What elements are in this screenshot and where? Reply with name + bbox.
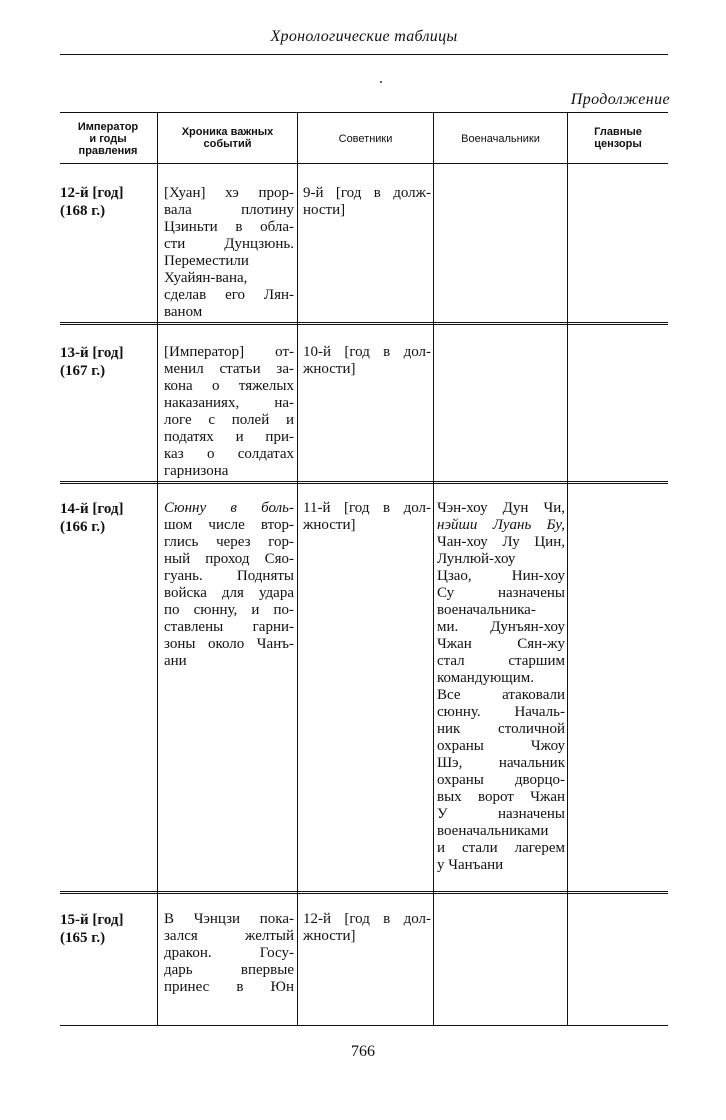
chronicle-cell xyxy=(164,911,294,996)
text-line: ми. Дунъян-хоу xyxy=(437,619,565,635)
text-line: зался желтый xyxy=(164,928,294,944)
text-line: у Чанъани xyxy=(437,857,504,873)
text-line: [Хуан] хэ прор- xyxy=(164,185,294,201)
text-line: У назначены xyxy=(437,806,565,822)
text-line: 12-й [год в дол- xyxy=(303,911,431,927)
column-divider xyxy=(567,112,568,1026)
text-line: кона о тяжелых xyxy=(164,378,294,394)
text-line: командующим. xyxy=(437,670,534,686)
text-line: зоны около Чанъ- xyxy=(164,636,294,652)
text-line: жности] xyxy=(303,517,356,533)
text-line: дракон. Госу- xyxy=(164,945,294,961)
text-line: менил статьи за- xyxy=(164,361,294,377)
text-line: ник столичной xyxy=(437,721,565,737)
text-line: сюнну. Началь- xyxy=(437,704,565,720)
text-line: ный проход Сяо- xyxy=(164,551,294,567)
year-line: (167 г.) xyxy=(60,363,106,379)
text-line: Лунлюй-хоу xyxy=(437,551,516,567)
year-line: 12-й [год] xyxy=(60,185,124,201)
text-line: Чэн-хоу Дун Чи, xyxy=(437,500,565,516)
text-line: Цзиньти в обла- xyxy=(164,219,294,235)
text-line: Хуайян-вана, xyxy=(164,270,248,286)
text-line: Шэ, начальник xyxy=(437,755,565,771)
text-line: сделав его Лян- xyxy=(164,287,294,303)
header-line: правления xyxy=(78,145,138,157)
speck xyxy=(380,81,382,83)
text-line: ани xyxy=(164,653,187,669)
text-line: жности] xyxy=(303,928,356,944)
year-cell xyxy=(60,911,150,947)
running-head: Хронологические таблицы xyxy=(270,28,458,45)
advisers-cell xyxy=(303,185,431,219)
header-line: Хроника важных xyxy=(181,126,274,138)
text-line: принес в Юн xyxy=(164,979,294,995)
text-line: войска для удара xyxy=(164,585,294,601)
text-line: Переместили xyxy=(164,253,249,269)
row-separator xyxy=(60,322,668,323)
header-line: и годы xyxy=(89,133,127,145)
text-line: глись через гор- xyxy=(164,534,294,550)
text-line: дарь впервые xyxy=(164,962,294,978)
table-top-rule xyxy=(60,112,668,113)
header-chronicle xyxy=(160,126,295,150)
text-line: [Император] от- xyxy=(164,344,294,360)
text-line: вых ворот Чжан xyxy=(437,789,565,805)
header-emperor xyxy=(62,121,154,157)
chronology-table xyxy=(60,112,668,1026)
year-line: 13-й [год] xyxy=(60,345,124,361)
row-separator xyxy=(60,893,668,894)
row-separator xyxy=(60,324,668,325)
text-line: ваном xyxy=(164,304,203,320)
text-line: вала плотину xyxy=(164,202,294,218)
year-line: (166 г.) xyxy=(60,519,106,535)
header-censors xyxy=(570,126,666,150)
page-number: 766 xyxy=(351,1043,375,1060)
text-line: охраны дворцо- xyxy=(437,772,565,788)
text-line: Все атаковали xyxy=(437,687,565,703)
text-line: военачальниками xyxy=(437,823,549,839)
table-bottom-rule xyxy=(60,1025,668,1026)
header-commanders: Военачальники xyxy=(461,133,540,145)
advisers-cell xyxy=(303,911,431,945)
text-line: шом числе втор- xyxy=(164,517,294,533)
text-line: В Чэнцзи пока- xyxy=(164,911,294,927)
text-line: и стали лагерем xyxy=(437,840,565,856)
text-line: Чжан Сян-жу xyxy=(437,636,565,652)
text-line: 11-й [год в дол- xyxy=(303,500,431,516)
row-separator xyxy=(60,481,668,482)
header-rule xyxy=(60,54,668,55)
text-line: податях и при- xyxy=(164,429,294,445)
text-line: по сюнну, и по- xyxy=(164,602,294,618)
text-line: гарнизона xyxy=(164,463,229,479)
chronicle-cell xyxy=(164,500,294,670)
header-line: Главные xyxy=(594,126,642,138)
header-line: цензоры xyxy=(594,138,642,150)
year-cell xyxy=(60,184,150,220)
text-line: наказаниях, на- xyxy=(164,395,294,411)
text-line: каз о солдатах xyxy=(164,446,294,462)
text-line: ставлены гарни- xyxy=(164,619,294,635)
year-line: (165 г.) xyxy=(60,930,106,946)
commanders-cell xyxy=(437,500,565,874)
text-line: Сюнну в боль- xyxy=(164,500,294,516)
column-divider xyxy=(433,112,434,1026)
text-line: нэйши Луань Бу, xyxy=(437,517,565,533)
advisers-cell xyxy=(303,500,431,534)
year-line: 14-й [год] xyxy=(60,501,124,517)
text-line: Су назначены xyxy=(437,585,565,601)
text-line: охраны Чжоу xyxy=(437,738,565,754)
text-line: Чан-хоу Лу Цин, xyxy=(437,534,565,550)
text-line: военачальника- xyxy=(437,602,536,618)
text-line: ности] xyxy=(303,202,346,218)
year-cell xyxy=(60,344,150,380)
text-line: сти Дунцзюнь. xyxy=(164,236,294,252)
text-line: жности] xyxy=(303,361,356,377)
header-line: событий xyxy=(203,138,252,150)
column-divider xyxy=(157,112,158,1026)
text-line: логе с полей и xyxy=(164,412,294,428)
chronicle-cell xyxy=(164,185,294,321)
text-line: Цзао, Нин-хоу xyxy=(437,568,565,584)
continued-label: Продолжение xyxy=(570,91,670,108)
row-separator xyxy=(60,483,668,484)
text-line: гуань. Подняты xyxy=(164,568,294,584)
text-line: 10-й [год в дол- xyxy=(303,344,431,360)
row-separator xyxy=(60,891,668,892)
year-cell xyxy=(60,500,150,536)
year-line: 15-й [год] xyxy=(60,912,124,928)
header-line: Император xyxy=(77,121,139,133)
header-advisers: Советники xyxy=(338,133,393,145)
advisers-cell xyxy=(303,344,431,378)
header-bottom-rule xyxy=(60,163,668,164)
column-divider xyxy=(297,112,298,1026)
text-line: 9-й [год в долж- xyxy=(303,185,431,201)
year-line: (168 г.) xyxy=(60,203,106,219)
chronicle-cell xyxy=(164,344,294,480)
text-line: стал старшим xyxy=(437,653,565,669)
